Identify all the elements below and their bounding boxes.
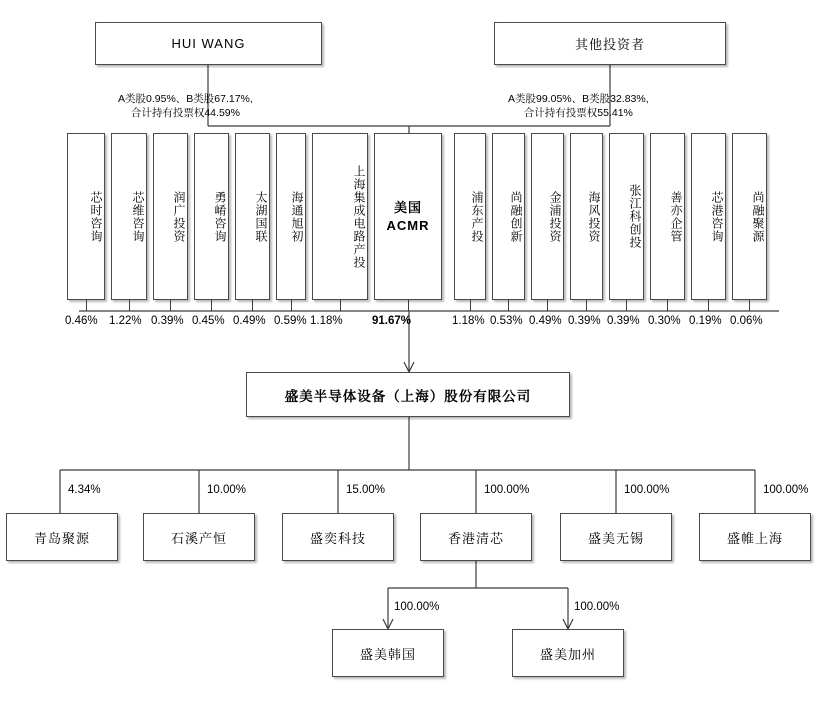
voting-note-hui-wang bbox=[118, 92, 253, 120]
mid-shareholder-label: 美国 ACMR bbox=[386, 199, 430, 233]
mid-shareholder-percent: 0.45% bbox=[192, 315, 225, 327]
mid-shareholder-percent: 1.22% bbox=[109, 315, 142, 327]
subsidiary-label: 盛美无锡 bbox=[587, 530, 644, 546]
voting-note-other-investors bbox=[508, 92, 649, 120]
mid-shareholder-percent: 0.49% bbox=[529, 315, 562, 327]
subsidiary-box bbox=[282, 513, 394, 561]
mid-shareholder-percent: 0.30% bbox=[648, 315, 681, 327]
mid-shareholder-box bbox=[312, 133, 368, 300]
mid-shareholder-connector bbox=[340, 300, 341, 311]
mid-shareholder-percent: 91.67% bbox=[372, 315, 412, 327]
mid-shareholder-connector bbox=[708, 300, 709, 311]
mid-shareholder-connector bbox=[749, 300, 750, 311]
mid-shareholder-label: 勇崤咨询 bbox=[213, 190, 227, 243]
voting-note-line1: A类股0.95%、B类股67.17%, bbox=[118, 93, 253, 105]
mid-shareholder-connector bbox=[211, 300, 212, 311]
mid-shareholder-box bbox=[153, 133, 188, 300]
mid-shareholder-connector bbox=[508, 300, 509, 311]
mid-shareholder-box bbox=[194, 133, 229, 300]
sub-subsidiary-percent: 100.00% bbox=[394, 601, 440, 613]
subsidiary-label: 石溪产恒 bbox=[170, 530, 227, 546]
mid-shareholder-label: 海风投资 bbox=[587, 190, 601, 243]
mid-shareholder-box bbox=[650, 133, 685, 300]
mid-shareholder-connector bbox=[626, 300, 627, 311]
top-shareholder-label: 其他投资者 bbox=[574, 37, 645, 52]
mid-shareholder-connector bbox=[291, 300, 292, 311]
subsidiary-percent: 10.00% bbox=[207, 484, 247, 496]
mid-shareholder-box bbox=[374, 133, 442, 300]
mid-shareholder-label: 太湖国联 bbox=[254, 190, 268, 243]
mid-shareholder-box bbox=[111, 133, 147, 300]
subsidiary-label: 盛帷上海 bbox=[726, 530, 783, 546]
mid-shareholder-connector bbox=[170, 300, 171, 311]
top-shareholder-label: HUI WANG bbox=[171, 36, 246, 51]
mid-shareholder-connector bbox=[86, 300, 87, 311]
mid-shareholder-box bbox=[732, 133, 767, 300]
mid-shareholder-percent: 0.39% bbox=[568, 315, 601, 327]
mid-shareholder-label: 张江科创投 bbox=[628, 184, 642, 249]
mid-shareholder-percent: 0.39% bbox=[607, 315, 640, 327]
mid-shareholder-box bbox=[691, 133, 726, 300]
mid-shareholder-connector bbox=[252, 300, 253, 311]
mid-shareholder-percent: 0.59% bbox=[274, 315, 307, 327]
mid-shareholder-label: 尚融创新 bbox=[509, 190, 523, 243]
mid-shareholder-box bbox=[570, 133, 603, 300]
mid-shareholder-percent: 0.53% bbox=[490, 315, 523, 327]
mid-shareholder-connector bbox=[547, 300, 548, 311]
mid-shareholder-percent: 1.18% bbox=[452, 315, 485, 327]
mid-shareholder-connector bbox=[586, 300, 587, 311]
mid-shareholder-label: 上海集成电路产投 bbox=[352, 164, 366, 269]
voting-note-line1: A类股99.05%、B类股32.83%, bbox=[508, 93, 649, 105]
mid-shareholder-label: 浦东产投 bbox=[470, 190, 484, 243]
sub-subsidiary-label: 盛美韩国 bbox=[359, 646, 416, 662]
subsidiary-box bbox=[143, 513, 255, 561]
mid-shareholder-label: 善亦企管 bbox=[669, 190, 683, 243]
mid-shareholder-label: 润广投资 bbox=[172, 190, 186, 243]
sub-subsidiary-label: 盛美加州 bbox=[539, 646, 596, 662]
subsidiary-label: 青岛聚源 bbox=[33, 530, 90, 546]
subsidiary-box bbox=[699, 513, 811, 561]
mid-shareholder-box bbox=[454, 133, 486, 300]
mid-shareholder-box bbox=[531, 133, 564, 300]
subsidiary-percent: 100.00% bbox=[624, 484, 670, 496]
sub-subsidiary-percent: 100.00% bbox=[574, 601, 620, 613]
main-company-label: 盛美半导体设备（上海）股份有限公司 bbox=[284, 388, 532, 404]
top-shareholder-hui-wang bbox=[95, 22, 322, 65]
mid-shareholder-percent: 0.06% bbox=[730, 315, 763, 327]
sub-subsidiary-box bbox=[512, 629, 624, 677]
subsidiary-percent: 100.00% bbox=[763, 484, 809, 496]
mid-shareholder-connector bbox=[408, 300, 409, 311]
subsidiary-label: 香港清芯 bbox=[447, 530, 504, 546]
main-company-box bbox=[246, 372, 570, 417]
subsidiary-percent: 4.34% bbox=[68, 484, 101, 496]
mid-shareholder-percent: 0.46% bbox=[65, 315, 98, 327]
mid-shareholder-connector bbox=[470, 300, 471, 311]
mid-shareholder-connector bbox=[667, 300, 668, 311]
subsidiary-percent: 15.00% bbox=[346, 484, 386, 496]
mid-shareholder-connector bbox=[129, 300, 130, 311]
mid-shareholder-box bbox=[492, 133, 525, 300]
mid-shareholder-percent: 1.18% bbox=[310, 315, 343, 327]
mid-shareholder-label: 金浦投资 bbox=[548, 190, 562, 243]
voting-note-line2: 合计持有投票权44.59% bbox=[130, 107, 240, 119]
top-shareholder-other-investors bbox=[494, 22, 726, 65]
subsidiary-box bbox=[560, 513, 672, 561]
mid-shareholder-label: 芯港咨询 bbox=[710, 190, 724, 243]
sub-subsidiary-box bbox=[332, 629, 444, 677]
subsidiary-percent: 100.00% bbox=[484, 484, 530, 496]
mid-shareholder-percent: 0.39% bbox=[151, 315, 184, 327]
subsidiary-label: 盛奕科技 bbox=[309, 530, 366, 546]
mid-shareholder-label: 芯时咨询 bbox=[89, 190, 103, 243]
subsidiary-box bbox=[6, 513, 118, 561]
mid-shareholder-percent: 0.19% bbox=[689, 315, 722, 327]
mid-shareholder-label: 海通旭初 bbox=[290, 190, 304, 243]
mid-shareholder-box bbox=[235, 133, 270, 300]
mid-shareholder-percent: 0.49% bbox=[233, 315, 266, 327]
mid-shareholder-box bbox=[276, 133, 306, 300]
mid-shareholder-label: 尚融聚源 bbox=[751, 190, 765, 243]
mid-shareholder-box bbox=[67, 133, 105, 300]
voting-note-line2: 合计持有投票权55.41% bbox=[523, 107, 633, 119]
mid-shareholder-box bbox=[609, 133, 644, 300]
mid-shareholder-label: 芯维咨询 bbox=[131, 190, 145, 243]
subsidiary-box bbox=[420, 513, 532, 561]
